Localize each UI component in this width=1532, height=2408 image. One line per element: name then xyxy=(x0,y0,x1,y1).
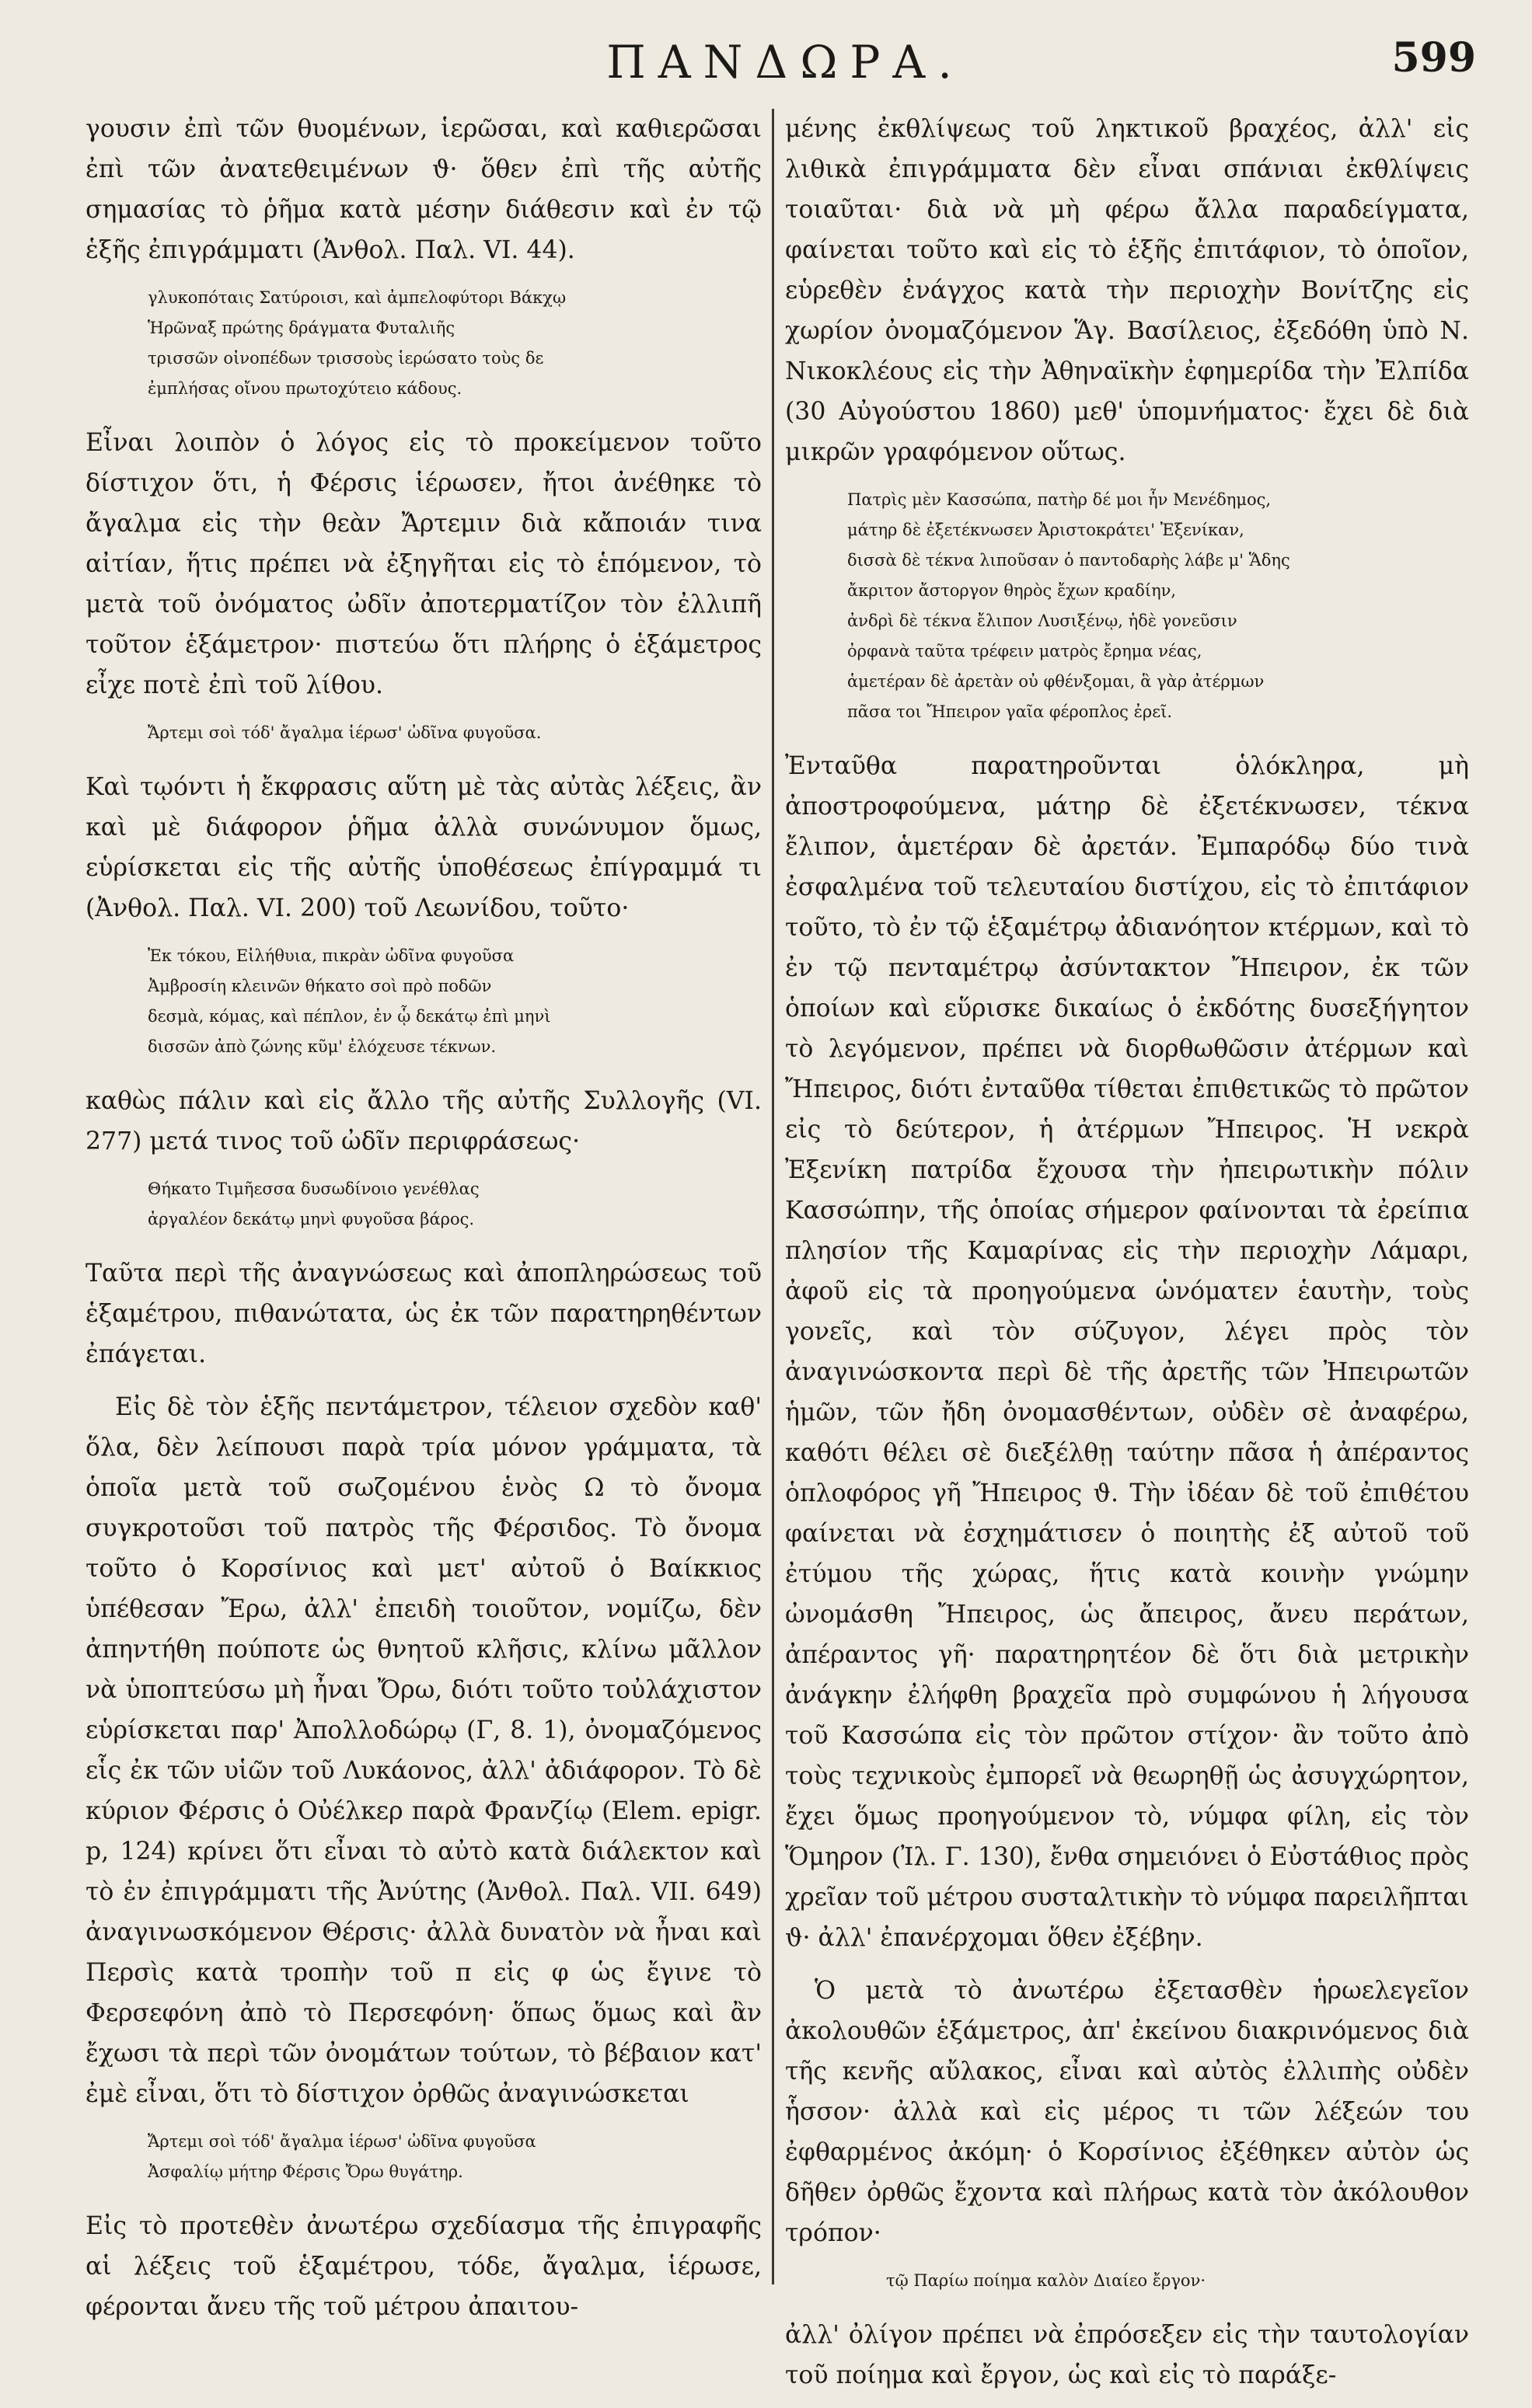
verse-line: τῷ Παρίω ποίημα καλὸν Διαίεο ἔργον· xyxy=(886,2271,1206,2290)
paragraph: Ὁ μετὰ τὸ ἀνωτέρω ἐξετασθὲν ἡρωελεγεῖον ἀκολουθῶν ἑξάμετρος, ἀπ' ἐκείνου διακρινόμενος διὰ τῆς κενῆς αὔλακος, εἶναι καὶ αὐτὸς ἐλλιπὴς οὐδὲν ἧσσον· ἀλλὰ καὶ εἰς μέρος τι τῶν λέξεών του ἐφθαρμένος ἀκόμη· ὁ Κορσίνιος ἐξέθηκεν αὐτὸν ὡς δῆθεν ὀρθῶς ἔχοντα καὶ πλήρως κατὰ τὸν ἀκόλουθον τρόπον· xyxy=(785,1977,1469,2247)
verse-line: τρισσῶν οἰνοπέδων τρισσοὺς ἱερώσατο τοὺς δε xyxy=(148,349,544,368)
paragraph: Ἐνταῦθα παρατηροῦνται ὁλόκληρα, μὴ ἀποστροφούμενα, μάτηρ δὲ ἐξετέκνωσεν, τέκνα ἔλιπον, ἁμετέραν δὲ ἀρετάν. Ἐμπαρόδῳ δύο τινὰ ἐσφαλμένα τοῦ τελευταίου διστίχου, εἰς τὸ ἐπιτάφιον τοῦτο, τὸ ἐν τῷ ἑξαμέτρῳ ἀδιανόητον κτέρμων, καὶ τὸ ἐν τῷ πενταμέτρῳ ἀσύντακτον Ἤπειρον, ἐκ τῶν ὁποίων καὶ εὕρισκε δικαίως ὁ ἐκδότης δυσεξήγητον τὸ λεγόμενον, πρέπει νὰ διορθωθῶσιν ἀτέρμων καὶ Ἤπειρος, διότι ἐνταῦθα τίθεται ἐπιθετικῶς τὸ πρῶτον εἰς τὸ δεύτερον, ἡ ἀτέρμων Ἤπειρος. Ἡ νεκρὰ Ἐξενίκη πατρίδα ἔχουσα τὴν ἠπειρωτικὴν πόλιν Κασσώπην, τῆς ὁποίας σήμερον φαίνονται τὰ ἐρείπια πλησίον τῆς Καμαρίνας εἰς τὴν περιοχὴν Λάμαρι, ἀφοῦ εἰς τὰ προηγούμενα ὡνόματεν ἑαυτὴν, τοὺς γονεῖς, καὶ τὸν σύζυγον, λέγει πρὸς τὸν ἀναγινώσκοντα περὶ δὲ τῆς ἀρετῆς τῶν Ἠπειρωτῶν ἡμῶν, τῶν ἤδη ὀνομασθέντων, οὐδὲν σὲ ἀναφέρω, καθότι θέλει σὲ διεξέλθῃ ταύτην πᾶσα ἡ ἀπέραντος ὁπλοφόρος γῆ Ἤπειρος ϑ. Τὴν ἰδέαν δὲ τοῦ ἐπιθέτου φαίνεται νὰ ἐσχημάτισεν ὁ ποιητὴς ἐξ αὐτοῦ τοῦ ἐτύμου τῆς χώρας, ἥτις κατὰ κοινὴν γνώμην ὠνομάσθη Ἤπειρος, ὡς ἄπειρος, ἄνευ περάτων, ἀπέραντος γῆ· παρατηρητέον δὲ ὅτι διὰ μετρικὴν ἀνάγκην ἐλήφθη βραχεῖα πρὸ συμφώνου ἡ λήγουσα τοῦ Κασσώπα εἰς τὸν πρῶτον στίχον· ἂν τοῦτο ἀπὸ τοὺς τεχνικοὺς ἐμπορεῖ νὰ θεωρηθῇ ὡς ἀσυγχώρητον, ἔχει ὅμως προηγούμενον τὸ, νύμφα φίλη, εἰς τὸν Ὅμηρον (Ἰλ. Γ. 130), ἔνθα σημειόνει ὁ Εὐστάθιος πρὸς χρεῖαν τοῦ μέτρου συσταλτικὴν τὸ νύμφα παρειλῆπται ϑ· ἀλλ' ἐπανέρχομαι ὅθεν ἐξέβην. xyxy=(785,752,1469,1952)
paragraph: Ταῦτα περὶ τῆς ἀναγνώσεως καὶ ἀποπληρώσεως τοῦ ἑξαμέτρου, πιθανώτατα, ὡς ἐκ τῶν παρατηρηθέντων ἐπάγεται. xyxy=(85,1260,762,1368)
paragraph: ἀλλ' ὀλίγον πρέπει νὰ ἐπρόσεξεν εἰς τὴν ταυτολογίαν τοῦ ποίημα καὶ ἔργον, ὡς καὶ εἰς τὸ παράξε- xyxy=(785,2321,1469,2389)
verse-block xyxy=(148,2127,762,2187)
paragraph: Εἶναι λοιπὸν ὁ λόγος εἰς τὸ προκείμενον τοῦτο δίστιχον ὅτι, ἡ Φέρσις ἱέρωσεν, ἤτοι ἀνέθηκε τὸ ἄγαλμα εἰς τὴν θεὰν Ἄρτεμιν διὰ κἄποιάν τινα αἰτίαν, ἥτις πρέπει νὰ ἐξηγῆται εἰς τὸ ἑπόμενον, τὸ μετὰ τοῦ ὀνόματος ὠδῖν ἀποτερματίζον τὸν ἐλλιπῆ τοῦτον ἑξάμετρον· πιστεύω ὅτι πλήρης ὁ ἑξάμετρος εἶχε ποτὲ ἐπὶ τοῦ λίθου. xyxy=(85,429,762,699)
verse-line: πᾶσα τοι Ἤπειρον γαῖα φέροπλος ἐρεῖ. xyxy=(847,702,1173,721)
verse-line: Ἐκ τόκου, Εἰλήθυια, πικρὰν ὠδῖνα φυγοῦσα xyxy=(148,946,515,965)
verse-line: Θήκατο Τιμῆεσσα δυσωδίνοιο γενέθλας xyxy=(148,1180,480,1198)
verse-line: δεσμὰ, κόμας, καὶ πέπλον, ἐν ᾧ δεκάτῳ ἐπὶ μηνὶ xyxy=(148,1007,551,1026)
verse-line: ἐμπλήσας οἴνου πρωτοχύτειο κάδους. xyxy=(148,379,462,398)
verse-line: Ἀσφαλίῳ μήτηρ Φέρσις Ὄρω θυγάτηρ. xyxy=(148,2162,463,2181)
right-column xyxy=(785,109,1469,2408)
paragraph: Εἰς δὲ τὸν ἑξῆς πεντάμετρον, τέλειον σχεδὸν καθ' ὅλα, δὲν λείπουσι παρὰ τρία μόνον γράμματα, τὰ ὁποῖα μετὰ τοῦ σωζομένου ἑνὸς Ω τὸ ὄνομα συγκροτοῦσι τοῦ πατρὸς τῆς Φέρσιδος. Τὸ ὄνομα τοῦτο ὁ Κορσίνιος καὶ μετ' αὐτοῦ ὁ Βαίκκιος ὑπέθεσαν Ἔρω, ἀλλ' ἐπειδὴ τοιοῦτον, νομίζω, δὲν ἀπηντήθη πούποτε ὡς θνητοῦ κλῆσις, κλίνω μᾶλλον νὰ ὑποπτεύσω μὴ ἦναι Ὄρω, διότι τοῦτο τοὐλάχιστον εὑρίσκεται παρ' Ἀπολλοδώρῳ (Γ, 8. 1), ὀνομαζόμενος εἷς ἐκ τῶν υἱῶν τοῦ Λυκάονος, ἀλλ' ἀδιάφορον. Τὸ δὲ κύριον Φέρσις ὁ Οὐέλκερ παρὰ Φρανζίῳ (Elem. epigr. p, 124) κρίνει ὅτι εἶναι τὸ αὐτὸ κατὰ διάλεκτον καὶ τὸ ἐν ἐπιγράμματι τῆς Ἀνύτης (Ἀνθολ. Παλ. VII. 649) ἀναγινωσκόμενον Θέρσις· ἀλλὰ δυνατὸν νὰ ἦναι καὶ Περσὶς κατὰ τροπὴν τοῦ π εἰς φ ὡς ἔγινε τὸ Φερσεφόνη ἀπὸ τὸ Περσεφόνη· ὅπως ὅμως καὶ ἂν ἔχωσι τὰ περὶ τῶν ὀνομάτων τούτων, τὸ βέβαιον κατ' ἐμὲ εἶναι, ὅτι τὸ δίστιχον ὀρθῶς ἀναγινώσκεται xyxy=(85,1393,762,2108)
verse-block xyxy=(148,718,762,748)
paragraph: μένης ἐκθλίψεως τοῦ ληκτικοῦ βραχέος, ἀλλ' εἰς λιθικὰ ἐπιγράμματα δὲν εἶναι σπάνιαι ἐκθλίψεις τοιαῦται· διὰ νὰ μὴ φέρω ἄλλα παραδείγματα, φαίνεται τοῦτο καὶ εἰς τὸ ἑξῆς ἐπιτάφιον, τὸ ὁποῖον, εὑρεθὲν ἐνάγχος κατὰ τὴν περιοχὴν Βονίτζης εἰς χωρίον ὀνομαζόμενον Ἅγ. Βασίλειος, ἐξεδόθη ὑπὸ Ν. Νικοκλέους εἰς τὴν Ἀθηναϊκὴν ἐφημερίδα τὴν Ἐλπίδα (30 Αὐγούστου 1860) μεθ' ὑπομνήματος· ἔχει δὲ διὰ μικρῶν γραφόμενον οὕτως. xyxy=(785,115,1469,466)
verse-line: Πατρὶς μὲν Κασσώπα, πατὴρ δέ μοι ἦν Μενέδημος, xyxy=(847,490,1272,509)
verse-block xyxy=(886,2266,1469,2296)
paragraph: Καὶ τῳόντι ἡ ἔκφρασις αὕτη μὲ τὰς αὐτὰς λέξεις, ἂν καὶ μὲ διάφορον ῥῆμα ἀλλὰ συνώνυμον ὅμως, εὑρίσκεται εἰς τῆς αὐτῆς ὑποθέσεως ἐπίγραμμά τι (Ἀνθολ. Παλ. VI. 200) τοῦ Λεωνίδου, τοῦτο· xyxy=(85,773,762,922)
column-divider xyxy=(772,109,774,2284)
verse-line: ἄκριτον ἄστοργον θηρὸς ἔχων κραδίην, xyxy=(847,581,1177,600)
page-title: ΠΑΝΔΩΡΑ. xyxy=(606,36,965,89)
verse-line: ἁμετέραν δὲ ἀρετὰν οὐ φθένξομαι, ἃ γὰρ ἀτέρμων xyxy=(847,672,1265,691)
verse-line: ἀνδρὶ δὲ τέκνα ἔλιπον Λυσιξένῳ, ἡδὲ γονεῦσιν xyxy=(847,612,1237,630)
verse-block xyxy=(847,485,1469,727)
verse-block xyxy=(148,941,762,1062)
verse-line: Ἄρτεμι σοὶ τόδ' ἄγαλμα ἱέρωσ' ὠδῖνα φυγοῦσα xyxy=(148,2132,536,2151)
verse-line: δισσῶν ἀπὸ ζώνης κῦμ' ἐλόχευσε τέκνων. xyxy=(148,1037,497,1056)
verse-line: ἀργαλέον δεκάτῳ μηνὶ φυγοῦσα βάρος. xyxy=(148,1210,475,1228)
verse-line: Ἄρτεμι σοὶ τόδ' ἄγαλμα ἱέρωσ' ὠδῖνα φυγοῦσα. xyxy=(148,723,542,742)
page-header xyxy=(85,30,1485,99)
verse-line: ὀρφανὰ ταῦτα τρέφειν ματρὸς ἔρημα νέας, xyxy=(847,642,1202,660)
verse-line: μάτηρ δὲ ἐξετέκνωσεν Ἀριστοκράτει' Ἐξενίκαν, xyxy=(847,521,1244,539)
paragraph: γουσιν ἐπὶ τῶν θυομένων, ἱερῶσαι, καὶ καθιερῶσαι ἐπὶ τῶν ἀνατεθειμένων ϑ· ὅθεν ἐπὶ τῆς αὐτῆς σημασίας τὸ ῥῆμα κατὰ μέσην διάθεσιν καὶ ἐν τῷ ἑξῆς ἐπιγράμματι (Ἀνθολ. Παλ. VI. 44). xyxy=(85,115,762,264)
page-number: 599 xyxy=(1391,34,1476,82)
paragraph: καθὼς πάλιν καὶ εἰς ἄλλο τῆς αὐτῆς Συλλογῆς (VI. 277) μετά τινος τοῦ ὠδῖν περιφράσεως· xyxy=(85,1087,762,1155)
verse-line: γλυκοπόταις Σατύροισι, καὶ ἀμπελοφύτορι Βάκχῳ xyxy=(148,288,567,307)
verse-line: Ἀμβροσίη κλεινῶν θήκατο σοὶ πρὸ ποδῶν xyxy=(148,977,492,995)
verse-block xyxy=(148,1174,762,1235)
verse-block xyxy=(148,283,762,404)
verse-line: δισσὰ δὲ τέκνα λιποῦσαν ὁ παντοδαρὴς λάβε μ' Ἅδης xyxy=(847,551,1290,570)
left-column xyxy=(85,109,762,2340)
verse-line: Ἡρῶναξ πρώτης δράγματα Φυταλιῆς xyxy=(148,319,455,337)
paragraph: Εἰς τὸ προτεθὲν ἀνωτέρω σχεδίασμα τῆς ἐπιγραφῆς αἱ λέξεις τοῦ ἑξαμέτρου, τόδε, ἄγαλμα, ἱέρωσε, φέρονται ἄνευ τῆς τοῦ μέτρου ἀπαιτου- xyxy=(85,2212,762,2321)
